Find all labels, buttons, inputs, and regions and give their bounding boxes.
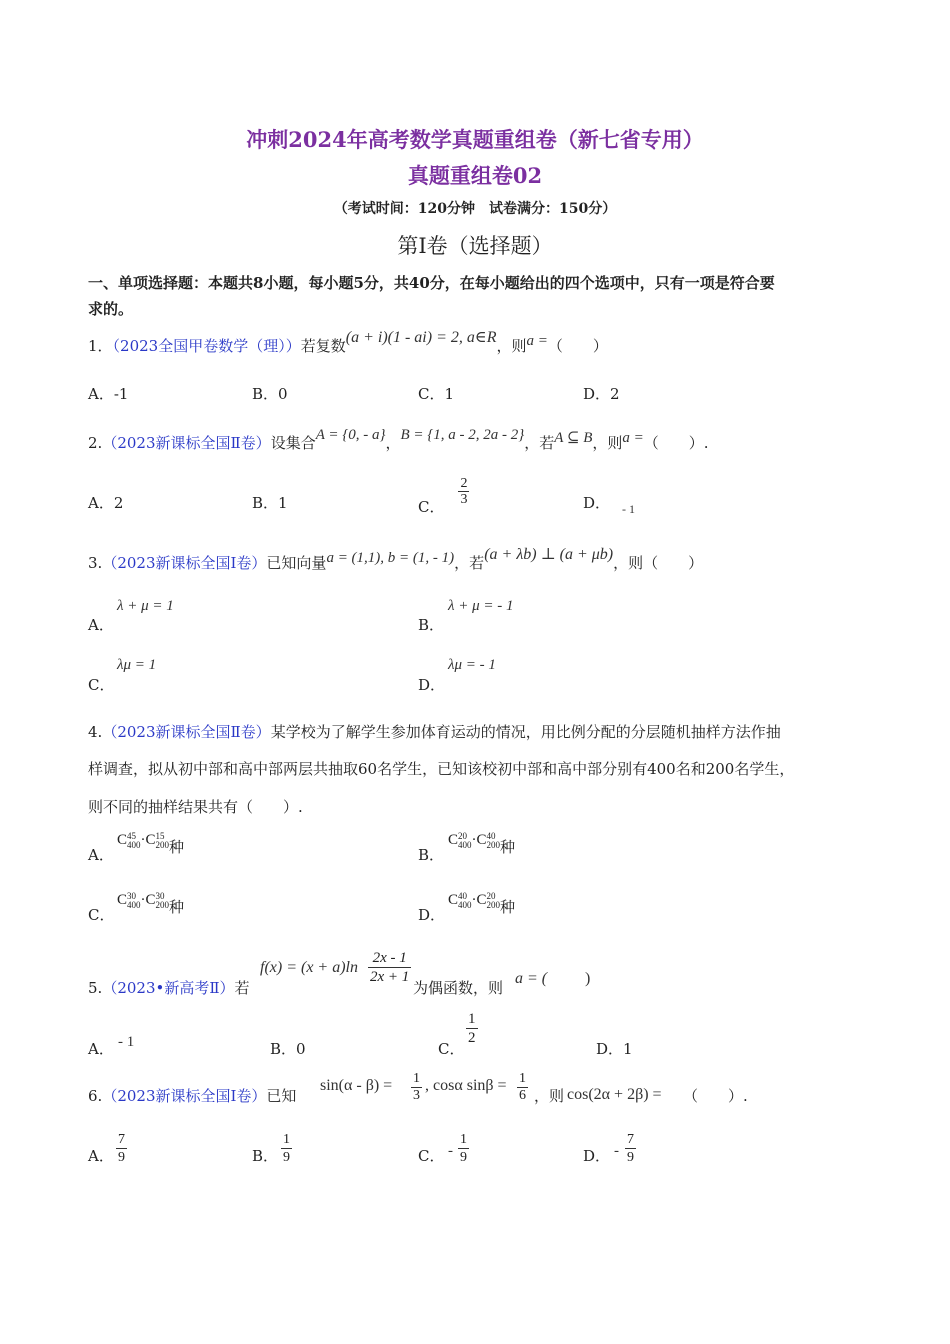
question-number: 5. (88, 979, 103, 997)
option-a: A． (88, 1147, 114, 1165)
question-source: （2023新课标全国Ⅰ卷） (102, 1087, 267, 1105)
question-6 (88, 1085, 296, 1106)
option-a-fraction: $\frac{7}{9}$ (118, 1132, 125, 1165)
option-b: B．0 (270, 1040, 306, 1058)
formula: (a + λb) ⊥ (a + μb) (484, 546, 614, 563)
section-heading-line2: 求的。 (88, 300, 134, 318)
stem-text: ， (385, 434, 401, 452)
question-3 (88, 546, 704, 573)
stem-text: （ ）. (683, 1087, 748, 1105)
stem-text: 某学校为了解学生参加体育运动的情况，用比例分配的分层随机抽样方法作抽 (270, 723, 781, 741)
formula: cos(2α + 2β) = (567, 1086, 662, 1103)
stem-text: （ ） (547, 337, 608, 355)
option-c-formula: C 30 400 ·C 30 200 种 (117, 890, 185, 916)
option-d: D． $_{- 1}$ (583, 494, 636, 516)
stem-text: 已知 (266, 1087, 297, 1105)
option-b-fraction: $\frac{1}{9}$ (283, 1132, 290, 1165)
option-b: B． (252, 1147, 279, 1165)
stem-text: 若复数 (300, 337, 346, 355)
option-b: B． (418, 616, 445, 634)
question-2 (88, 427, 709, 453)
option-a: A． (88, 1040, 114, 1058)
stem-text: 设集合 (270, 434, 316, 452)
fraction: $\frac{1}{6}$ (519, 1071, 526, 1103)
question-4-line2: 样调查，拟从初中部和高中部两层共抽取60名学生，已知该校初中部和高中部分别有400名和200名学生， (88, 760, 795, 778)
option-a: A． (88, 616, 114, 634)
question-source: （2023新课标全国Ⅰ卷） (102, 554, 267, 572)
question-number: 4. (88, 723, 103, 741)
option-d-formula: C 40 400 ·C 20 200 种 (448, 890, 516, 916)
option-c-fraction: $\frac{1}{9}$ (460, 1132, 467, 1165)
option-c: C． (418, 1147, 445, 1165)
option-c: C． (88, 676, 115, 694)
option-a: A．2 (88, 494, 124, 512)
formula: a = (526, 333, 548, 349)
formula: B = {1, a - 2, 2a - 2} (400, 427, 525, 443)
question-4-line1 (88, 721, 781, 742)
formula-close: ) (585, 970, 591, 987)
option-a-formula: C 45 400 ·C 15 200 种 (117, 830, 185, 856)
formula: f(x) = (x + a)ln (260, 959, 358, 976)
question-4-line3: 则不同的抽样结果共有（ ）. (88, 798, 303, 816)
formula: A ⊆ B (554, 430, 593, 446)
formula: a = (1,1), b = (1, - 1) (326, 550, 455, 566)
stem-text: ，若 (454, 554, 485, 572)
option-c-formula: λμ = 1 (117, 657, 157, 673)
paper-subtitle: 真题重组卷02 (407, 163, 543, 188)
option-c-fraction: $\frac{1}{2}$ (468, 1011, 476, 1046)
option-d-formula: λμ = - 1 (448, 657, 496, 673)
option-a-formula: λ + μ = 1 (117, 598, 174, 614)
question-1 (88, 329, 608, 356)
option-d: D． (583, 1147, 611, 1165)
paper-title: 冲刺2024年高考数学真题重组卷（新七省专用） (246, 127, 704, 152)
fraction: $\frac{1}{3}$ (413, 1071, 420, 1103)
stem-text: ，若 (524, 434, 555, 452)
stem-text: ，则 (534, 1087, 565, 1105)
option-c: C． $\frac{2}{3}$ (418, 476, 468, 516)
option-d: D．2 (583, 385, 620, 403)
option-b: B． (418, 846, 445, 864)
formula: a = (622, 430, 644, 446)
option-b: B．0 (252, 385, 288, 403)
stem-text: 已知向量 (266, 554, 327, 572)
question-5 (88, 977, 250, 998)
stem-text: ，则 (592, 434, 623, 452)
question-source: （2023全国甲卷数学（理）） (112, 337, 301, 355)
formula: (a + i)(1 - ai) = 2, a∈R (345, 329, 497, 346)
option-d-sign: - (614, 1143, 619, 1159)
question-number: 1． (88, 337, 113, 355)
option-c-sign: - (448, 1143, 453, 1159)
fraction: $\frac{2}{3}$ (460, 476, 468, 507)
option-b-formula: λ + μ = - 1 (448, 598, 514, 614)
option-c: C． (88, 906, 115, 924)
option-a: A．-1 (88, 385, 129, 403)
option-d-fraction: $\frac{7}{9}$ (627, 1132, 634, 1165)
section-heading-line1: 一、单项选择题：本题共8小题，每小题5分，共40分，在每小题给出的四个选项中，只有一项是符合要 (88, 274, 775, 292)
question-number: 2. (88, 434, 103, 452)
volume-heading: 第I卷（选择题） (397, 234, 553, 258)
formula: A = {0, - a} (315, 427, 386, 443)
question-number: 6. (88, 1087, 103, 1105)
option-a: A． (88, 846, 114, 864)
option-c: C． (438, 1040, 465, 1058)
option-b: B．1 (252, 494, 288, 512)
formula: , cosα sinβ = (425, 1077, 507, 1094)
option-a-value: - 1 (118, 1034, 135, 1050)
question-source: （2023新课标全国Ⅱ卷） (102, 723, 271, 741)
stem-text: （ ）. (643, 434, 709, 452)
formula: a = ( (515, 970, 548, 987)
fraction: $\frac{2x - 1}{2x + 1}$ (370, 950, 410, 985)
question-source: （2023•新高考Ⅱ） (102, 979, 235, 997)
question-number: 3. (88, 554, 103, 572)
stem-text: ，则（ ） (613, 554, 704, 572)
formula: sin(α - β) = (320, 1077, 393, 1094)
stem-text: 若 (234, 979, 250, 997)
stem-text: 为偶函数，则 (413, 979, 504, 997)
option-d: D． (418, 676, 446, 694)
option-b-formula: C 20 400 ·C 40 200 种 (448, 830, 516, 856)
question-source: （2023新课标全国Ⅱ卷） (102, 434, 271, 452)
stem-text: ，则 (496, 337, 527, 355)
exam-info: （考试时间：120分钟 试卷满分：150分） (333, 201, 617, 217)
option-d: D． (418, 906, 446, 924)
option-d: D．1 (596, 1040, 633, 1058)
option-c: C．1 (418, 385, 455, 403)
